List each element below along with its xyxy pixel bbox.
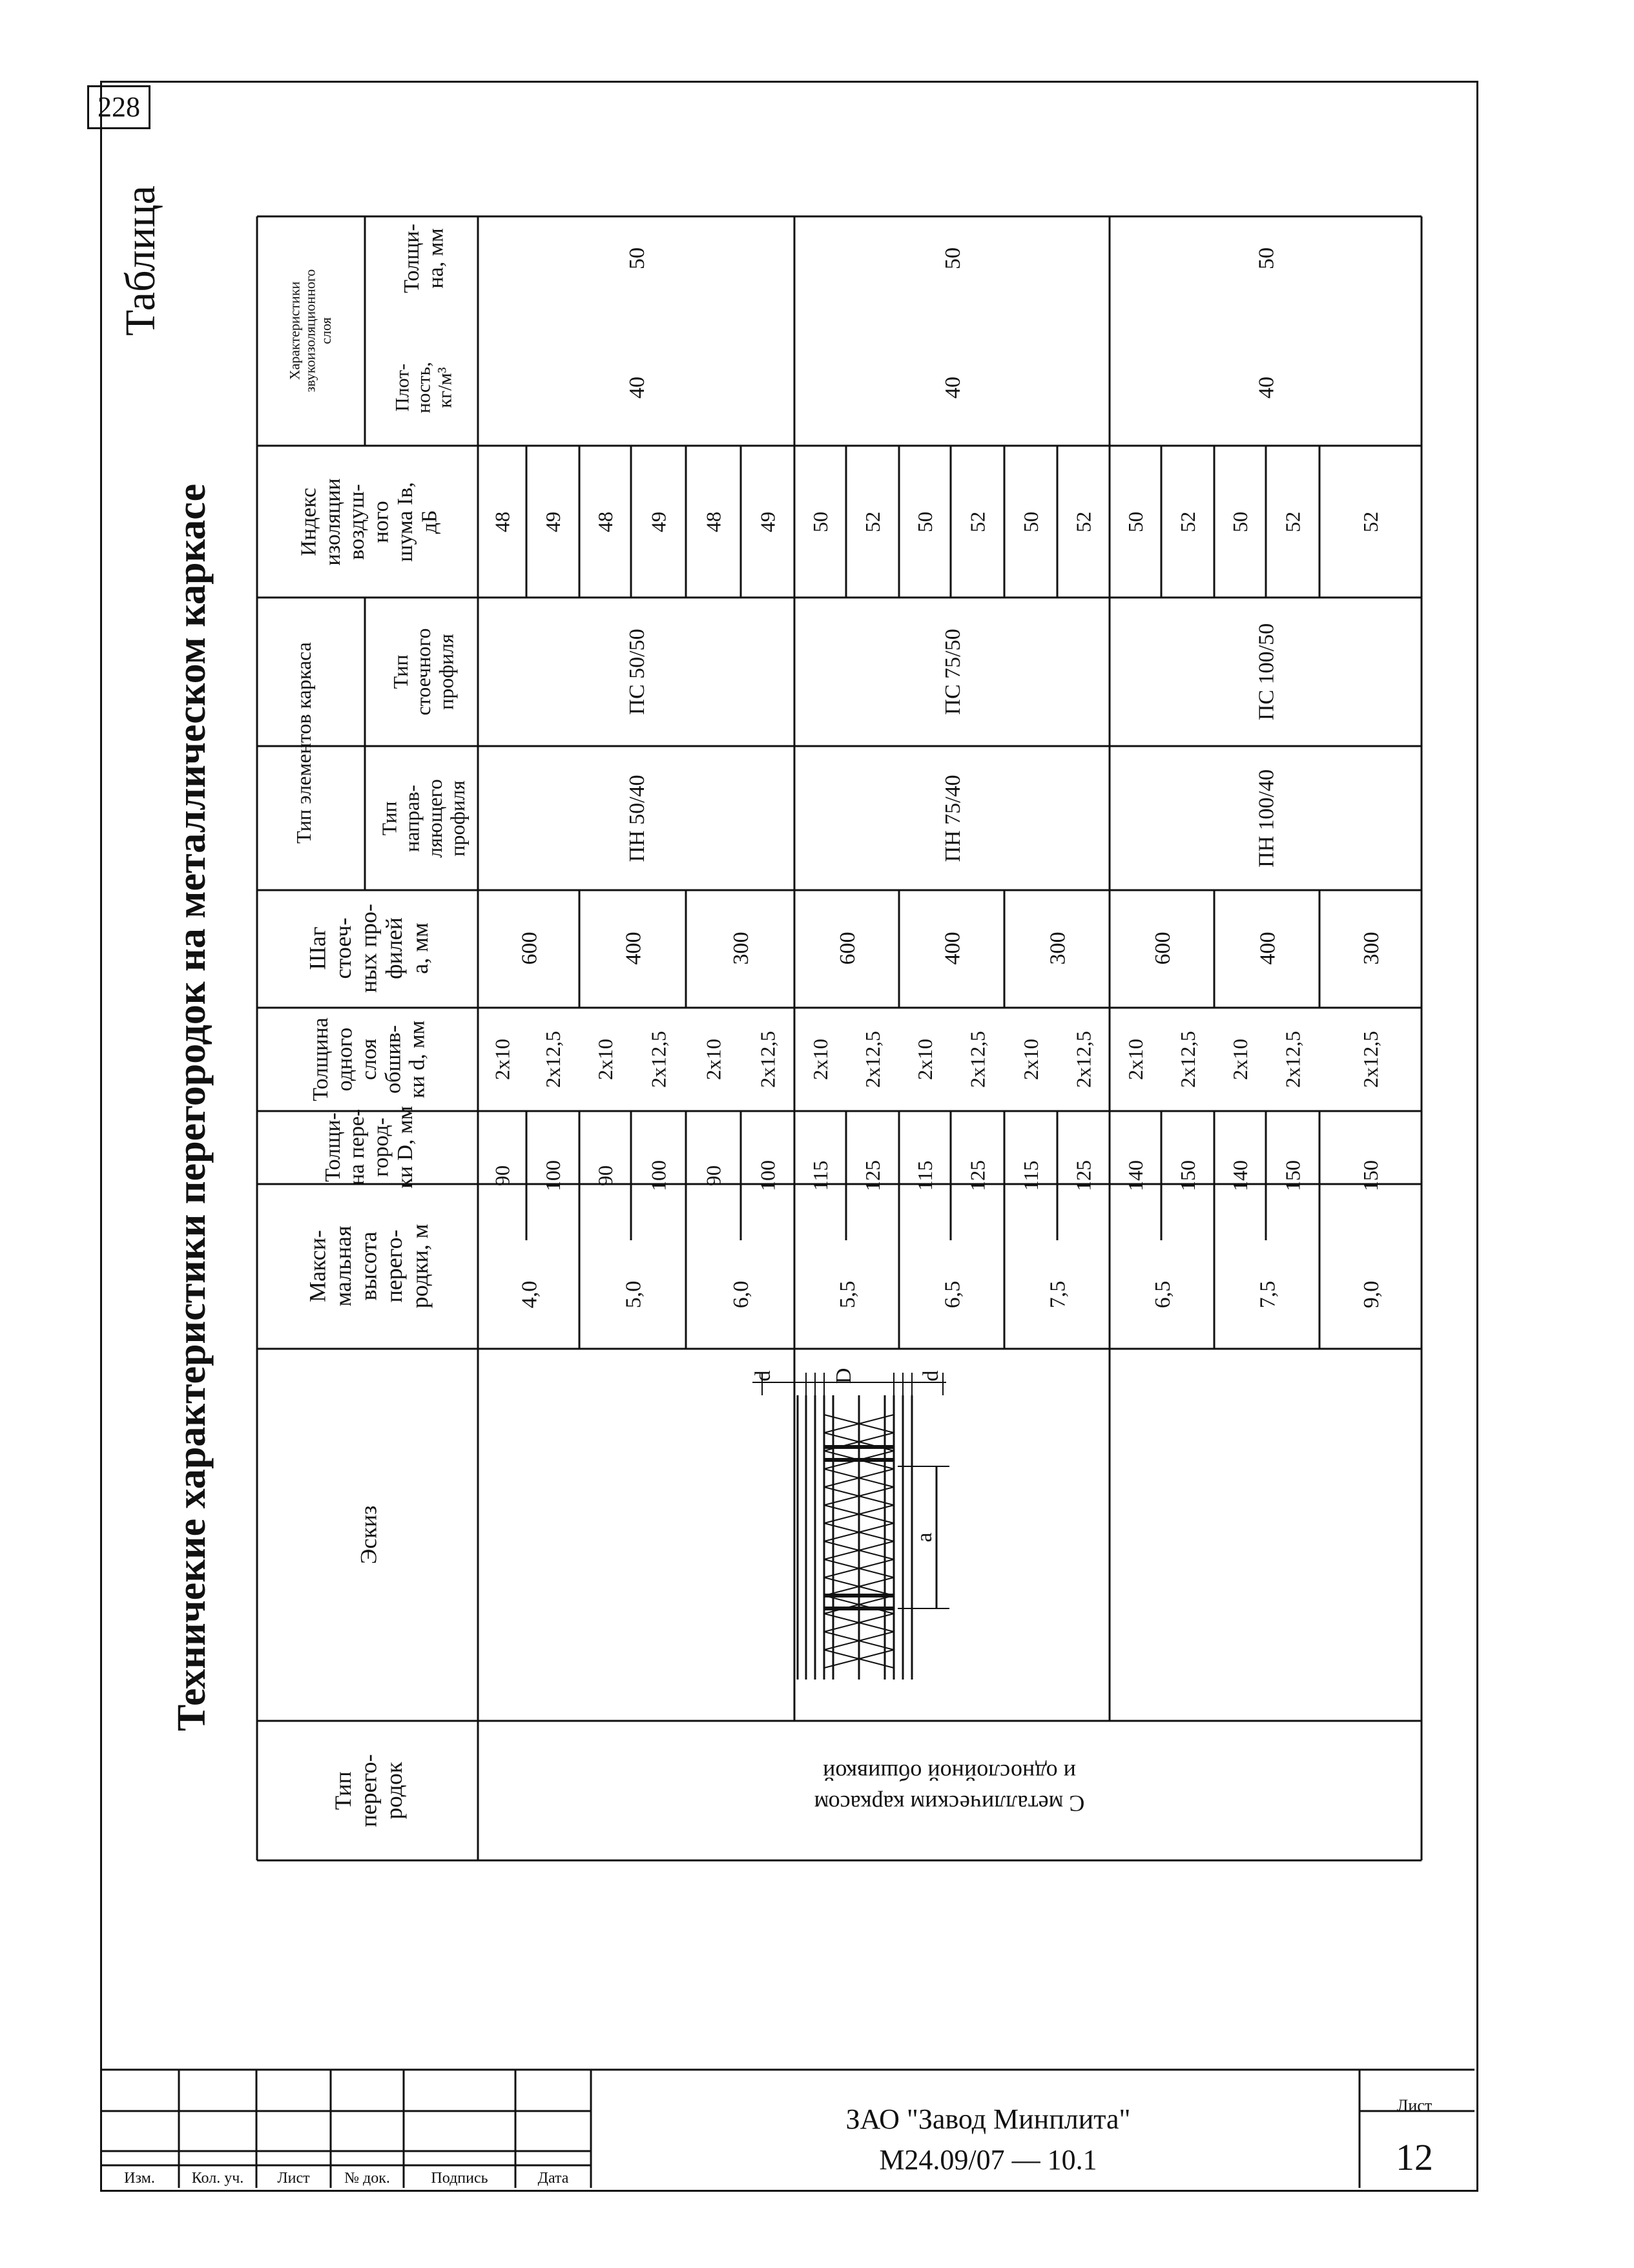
page-number: 228	[87, 85, 150, 129]
cell-step: 600	[1150, 931, 1175, 965]
cell-thickness: 90	[490, 1165, 514, 1186]
cell-height: 6,5	[940, 1280, 965, 1309]
cell-thickness: 150	[1281, 1160, 1305, 1191]
cell-index: 52	[1176, 512, 1200, 532]
cell-sheath: 2х10	[1019, 1039, 1043, 1080]
cell-stud: ПС 100/50	[1254, 623, 1279, 721]
sketch-label-D: D	[831, 1368, 856, 1384]
cell-thickness: 115	[1019, 1160, 1043, 1191]
cell-sheath: 2х10	[594, 1039, 617, 1080]
cell-height: 9,0	[1359, 1280, 1383, 1309]
cell-thickness: 140	[1124, 1160, 1148, 1191]
cell-sheath: 2х12,5	[646, 1031, 670, 1088]
cell-thickness: 90	[701, 1165, 725, 1186]
cell-index: 48	[701, 512, 725, 532]
sheet-number: 12	[1396, 2136, 1433, 2178]
cell-thickness: 90	[594, 1165, 617, 1186]
cell-index: 48	[594, 512, 617, 532]
header-sheath: Толщинаодногослояобшив-ки d, мм	[309, 1017, 429, 1101]
cell-step: 300	[1046, 931, 1070, 965]
document-code: М24.09/07 — 10.1	[879, 2144, 1097, 2176]
cell-ins-thickness: 50	[625, 247, 649, 269]
cell-sheath: 2х10	[809, 1039, 833, 1080]
header-sketch: Эскиз	[355, 1505, 382, 1565]
header-insulation: Характеристикизвукоизоляционногослоя	[286, 269, 334, 393]
cell-sheath: 2х10	[490, 1039, 514, 1080]
cell-index: 52	[966, 512, 989, 532]
cell-step: 300	[1359, 931, 1383, 965]
cell-index: 50	[913, 512, 937, 532]
cell-sheath: 2х12,5	[1281, 1031, 1305, 1088]
partition-type: С металлическим каркасоми однослойной обшивкой	[814, 1760, 1085, 1816]
company-name: ЗАО "Завод Минплита"	[845, 2103, 1131, 2135]
header-ins-thickness: Толщи-на, мм	[400, 224, 448, 293]
cell-height: 6,5	[1150, 1280, 1175, 1309]
col-doc: № док.	[344, 2170, 390, 2187]
cell-index: 48	[490, 512, 514, 532]
header-guide: Типнаправ-ляющегопрофиля	[377, 779, 469, 858]
cell-height: 7,5	[1256, 1280, 1280, 1309]
cell-stud: ПС 50/50	[625, 629, 649, 715]
cell-density: 40	[625, 377, 649, 399]
cell-sheath: 2х12,5	[541, 1031, 565, 1088]
cell-step: 400	[940, 931, 965, 965]
cell-thickness: 100	[756, 1160, 780, 1191]
cell-sheath: 2х12,5	[1176, 1031, 1200, 1088]
cell-thickness: 125	[1071, 1160, 1095, 1191]
col-list: Лист	[277, 2170, 310, 2187]
header-height: Макси-мальнаявысотаперего-родки, м	[304, 1223, 433, 1309]
cell-index: 50	[1228, 512, 1252, 532]
cell-height: 5,0	[621, 1280, 646, 1309]
cell-thickness: 150	[1359, 1160, 1383, 1191]
cell-index: 49	[541, 512, 565, 532]
cell-height: 6,0	[729, 1280, 753, 1309]
cell-index: 52	[1071, 512, 1095, 532]
cell-thickness: 115	[913, 1160, 937, 1191]
cell-guide: ПН 100/40	[1254, 769, 1279, 868]
cell-index: 50	[1124, 512, 1148, 532]
header-frame: Тип элементов каркаса	[292, 642, 316, 844]
cell-ins-thickness: 50	[940, 247, 965, 269]
header-step: Шагстоеч-ных про-филейа, мм	[304, 904, 433, 993]
col-sign: Подпись	[431, 2170, 488, 2187]
cell-index: 52	[1281, 512, 1305, 532]
cell-thickness: 140	[1228, 1160, 1252, 1191]
cell-thickness: 125	[861, 1160, 885, 1191]
cell-step: 400	[621, 931, 646, 965]
cell-index: 50	[809, 512, 833, 532]
sheet-label: Лист	[1396, 2096, 1432, 2115]
cell-sheath: 2х12,5	[966, 1031, 989, 1088]
cell-guide: ПН 75/40	[940, 775, 965, 862]
cell-index: 52	[1359, 512, 1383, 532]
sketch-label-d: d	[750, 1370, 775, 1382]
sketch-label-a: a	[912, 1532, 936, 1543]
cell-thickness: 100	[541, 1160, 565, 1191]
header-density: Плот-ность,кг/м³	[391, 362, 456, 413]
cell-sheath: 2х12,5	[756, 1031, 780, 1088]
cell-step: 300	[729, 931, 753, 965]
cell-sheath: 2х10	[913, 1039, 937, 1080]
cell-thickness: 125	[966, 1160, 989, 1191]
cell-index: 49	[646, 512, 670, 532]
cell-height: 4,0	[517, 1280, 542, 1309]
cell-thickness: 100	[646, 1160, 670, 1191]
cell-sheath: 2х10	[1228, 1039, 1252, 1080]
cell-height: 5,5	[835, 1280, 860, 1309]
cell-sheath: 2х12,5	[861, 1031, 885, 1088]
col-kol: Кол. уч.	[191, 2170, 244, 2187]
cell-index: 52	[861, 512, 885, 532]
table-label: Таблица	[117, 185, 164, 336]
cell-sheath: 2х12,5	[1359, 1031, 1383, 1088]
cell-step: 400	[1256, 931, 1280, 965]
cell-index: 50	[1019, 512, 1043, 532]
header-type: Типперего-родок	[330, 1754, 408, 1827]
cell-ins-thickness: 50	[1254, 247, 1279, 269]
cell-sheath: 2х10	[701, 1039, 725, 1080]
cell-step: 600	[517, 931, 542, 965]
header-thickness: Толщи-на пере-город-ки D, мм	[320, 1106, 417, 1189]
cell-density: 40	[940, 377, 965, 399]
cell-sheath: 2х10	[1124, 1039, 1148, 1080]
col-izm: Изм.	[124, 2170, 155, 2187]
cell-index: 49	[756, 512, 780, 532]
sketch-label-d: d	[918, 1370, 943, 1382]
cell-step: 600	[835, 931, 860, 965]
cell-density: 40	[1254, 377, 1279, 399]
header-index: Индексизоляциивоздуш-ногошума Iв,дБ	[296, 478, 442, 566]
cell-thickness: 115	[809, 1160, 833, 1191]
cell-stud: ПС 75/50	[940, 629, 965, 715]
cell-sheath: 2х12,5	[1071, 1031, 1095, 1088]
cell-height: 7,5	[1046, 1280, 1070, 1309]
cell-guide: ПН 50/40	[625, 775, 649, 862]
table-title: Техничекие характеристики перегородок на металлическом каркасе	[170, 483, 214, 1731]
header-stud: Типстоечногопрофиля	[389, 628, 458, 716]
col-date: Дата	[537, 2170, 569, 2187]
cell-thickness: 150	[1176, 1160, 1200, 1191]
partition-sketch	[750, 1370, 949, 1680]
